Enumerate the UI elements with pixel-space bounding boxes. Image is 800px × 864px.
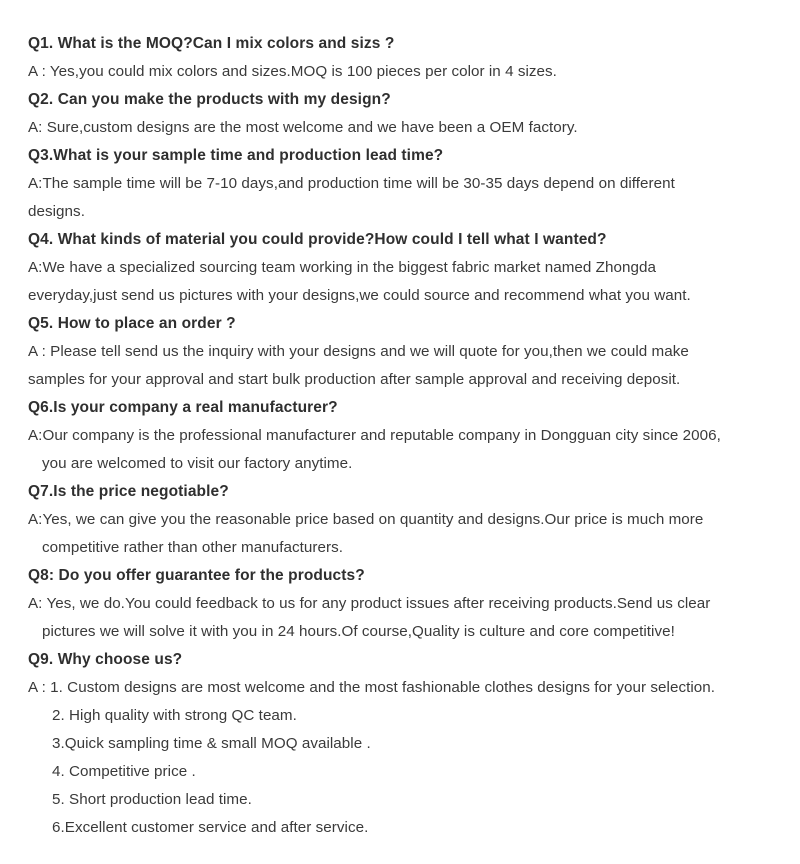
faq-question-2: Q2. Can you make the products with my design? (28, 91, 391, 108)
faq-question-8: Q8: Do you offer guarantee for the products? (28, 567, 365, 584)
faq-answer-9-list-item-4: 4. Competitive price . (52, 763, 196, 780)
faq-answer-2-line-1: A: Sure,custom designs are the most welcome and we have been a OEM factory. (28, 119, 578, 136)
faq-question-7: Q7.Is the price negotiable? (28, 483, 229, 500)
faq-question-6: Q6.Is your company a real manufacturer? (28, 399, 338, 416)
faq-answer-7-line-2: competitive rather than other manufacturers. (42, 539, 344, 556)
faq-answer-3-line-2: designs. (28, 203, 85, 220)
faq-question-9: Q9. Why choose us? (28, 651, 183, 668)
faq-item-6 (28, 394, 782, 478)
faq-item-1 (28, 30, 782, 86)
faq-item-2 (28, 86, 782, 142)
faq-item-9 (28, 646, 782, 842)
faq-answer-9-list-item-6: 6.Excellent customer service and after service. (52, 819, 369, 836)
faq-answer-1-line-1: A : Yes,you could mix colors and sizes.MOQ is 100 pieces per color in 4 sizes. (28, 63, 557, 80)
faq-answer-6-line-1: A:Our company is the professional manufacturer and reputable company in Dongguan city since 2006, (28, 427, 721, 444)
faq-answer-8-line-2: pictures we will solve it with you in 24 hours.Of course,Quality is culture and core competitive! (42, 623, 675, 640)
faq-item-7 (28, 478, 782, 562)
faq-answer-8-line-1: A: Yes, we do.You could feedback to us for any product issues after receiving products.Send us clear (28, 595, 711, 612)
faq-answer-5-line-1: A : Please tell send us the inquiry with your designs and we will quote for you,then we could make (28, 343, 689, 360)
faq-question-1: Q1. What is the MOQ?Can I mix colors and sizs ? (28, 35, 395, 52)
faq-answer-9-list-item-2: 2. High quality with strong QC team. (52, 707, 297, 724)
faq-answer-4-line-1: A:We have a specialized sourcing team working in the biggest fabric market named Zhongda (28, 259, 656, 276)
faq-answer-5-line-2: samples for your approval and start bulk production after sample approval and receiving deposit. (28, 371, 681, 388)
faq-item-5 (28, 310, 782, 394)
faq-answer-6-line-2: you are welcomed to visit our factory anytime. (42, 455, 353, 472)
faq-answer-9-list-item-1: A : 1. Custom designs are most welcome and the most fashionable clothes designs for your selection. (28, 679, 716, 696)
faq-item-8 (28, 562, 782, 646)
faq-answer-9-list-item-5: 5. Short production lead time. (52, 791, 252, 808)
faq-item-3 (28, 142, 782, 226)
faq-answer-9-list-item-3: 3.Quick sampling time & small MOQ available . (52, 735, 371, 752)
faq-question-3: Q3.What is your sample time and production lead time? (28, 147, 444, 164)
faq-answer-7-line-1: A:Yes, we can give you the reasonable price based on quantity and designs.Our price is much more (28, 511, 704, 528)
faq-question-4: Q4. What kinds of material you could provide?How could I tell what I wanted? (28, 231, 607, 248)
faq-answer-3-line-1: A:The sample time will be 7-10 days,and production time will be 30-35 days depend on different (28, 175, 675, 192)
faq-question-5: Q5. How to place an order ? (28, 315, 236, 332)
faq-item-4 (28, 226, 782, 310)
faq-answer-4-line-2: everyday,just send us pictures with your designs,we could source and recommend what you want. (28, 287, 691, 304)
